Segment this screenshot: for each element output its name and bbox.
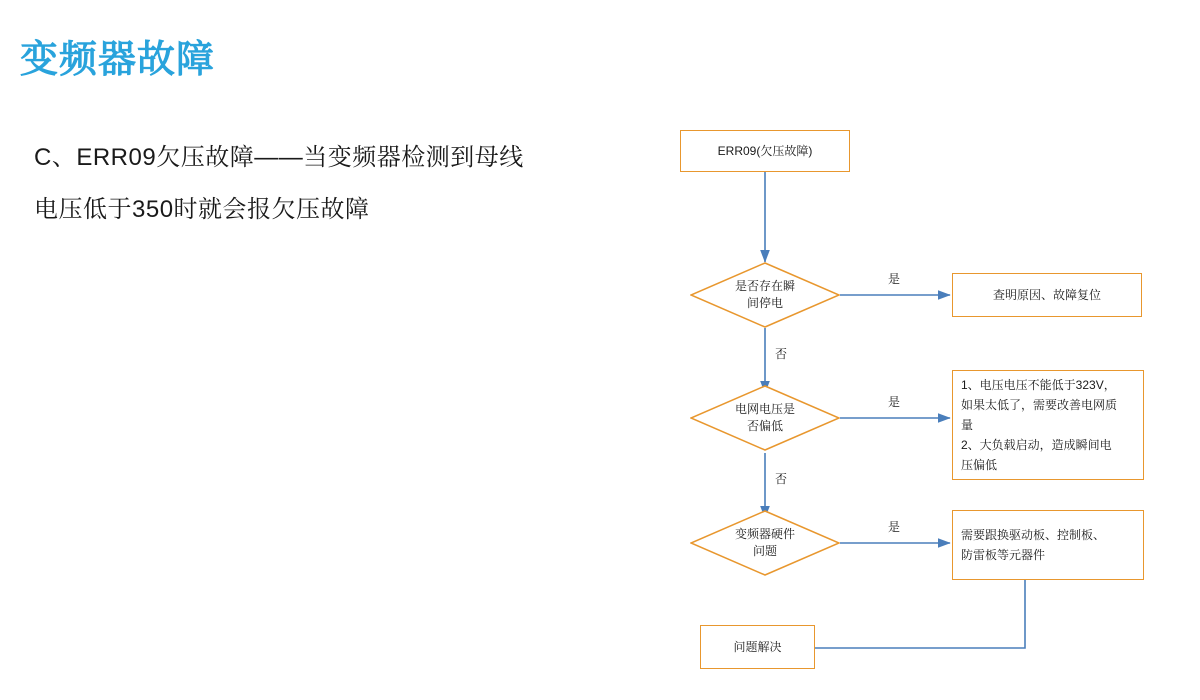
decision3-line1: 变频器硬件 xyxy=(734,527,795,541)
edge-label-no-1: 否 xyxy=(775,347,788,361)
flow-node-decision-power-outage-label xyxy=(690,262,840,328)
flow-node-decision-hardware-issue-label xyxy=(690,510,840,576)
flow-node-start-label: ERR09(欠压故障) xyxy=(717,144,813,158)
edge-label-yes-2: 是 xyxy=(888,395,901,409)
flow-node-action-voltage-advice[interactable] xyxy=(952,370,1144,480)
decision3-line2: 问题 xyxy=(752,544,777,558)
action2-line2: 如果太低了，需要改善电网质 xyxy=(961,398,1118,412)
flow-node-action-replace-boards[interactable] xyxy=(952,510,1144,580)
flowchart xyxy=(655,110,1195,680)
action2-line1: 1、电压电压不能低于323V， xyxy=(961,378,1116,392)
action2-line3: 量 xyxy=(961,418,974,432)
flow-node-end-label: 问题解决 xyxy=(733,640,782,654)
action3-line2: 防雷板等元器件 xyxy=(961,548,1046,562)
decision2-line2: 否偏低 xyxy=(746,419,783,433)
edge-label-no-2: 否 xyxy=(775,472,788,486)
body-line-2: 电压低于350时就会报欠压故障 xyxy=(34,196,370,223)
action2-line4: 2、大负载启动，造成瞬间电 xyxy=(961,438,1112,452)
flow-node-decision-low-grid-voltage[interactable] xyxy=(690,385,840,451)
flow-node-decision-power-outage[interactable] xyxy=(690,262,840,328)
flow-node-end[interactable] xyxy=(700,625,815,669)
decision2-line1: 电网电压是 xyxy=(734,402,795,416)
action3-line1: 需要跟换驱动板、控制板、 xyxy=(961,528,1106,542)
body-line-1: C、ERR09欠压故障——当变频器检测到母线 xyxy=(34,144,524,171)
flow-node-decision-low-grid-voltage-label xyxy=(690,385,840,451)
action2-line5: 压偏低 xyxy=(961,458,998,472)
flow-node-action-check-cause[interactable] xyxy=(952,273,1142,317)
flow-node-decision-hardware-issue[interactable] xyxy=(690,510,840,576)
decision1-line1: 是否存在瞬 xyxy=(734,279,795,293)
decision1-line2: 间停电 xyxy=(746,296,783,310)
edge-label-yes-3: 是 xyxy=(888,520,901,534)
page-title: 变频器故障 xyxy=(20,39,216,81)
edge-label-yes-1: 是 xyxy=(888,272,901,286)
flow-node-start[interactable] xyxy=(680,130,850,172)
body-paragraph xyxy=(34,132,654,236)
flow-node-action-check-cause-label: 查明原因、故障复位 xyxy=(992,288,1101,302)
